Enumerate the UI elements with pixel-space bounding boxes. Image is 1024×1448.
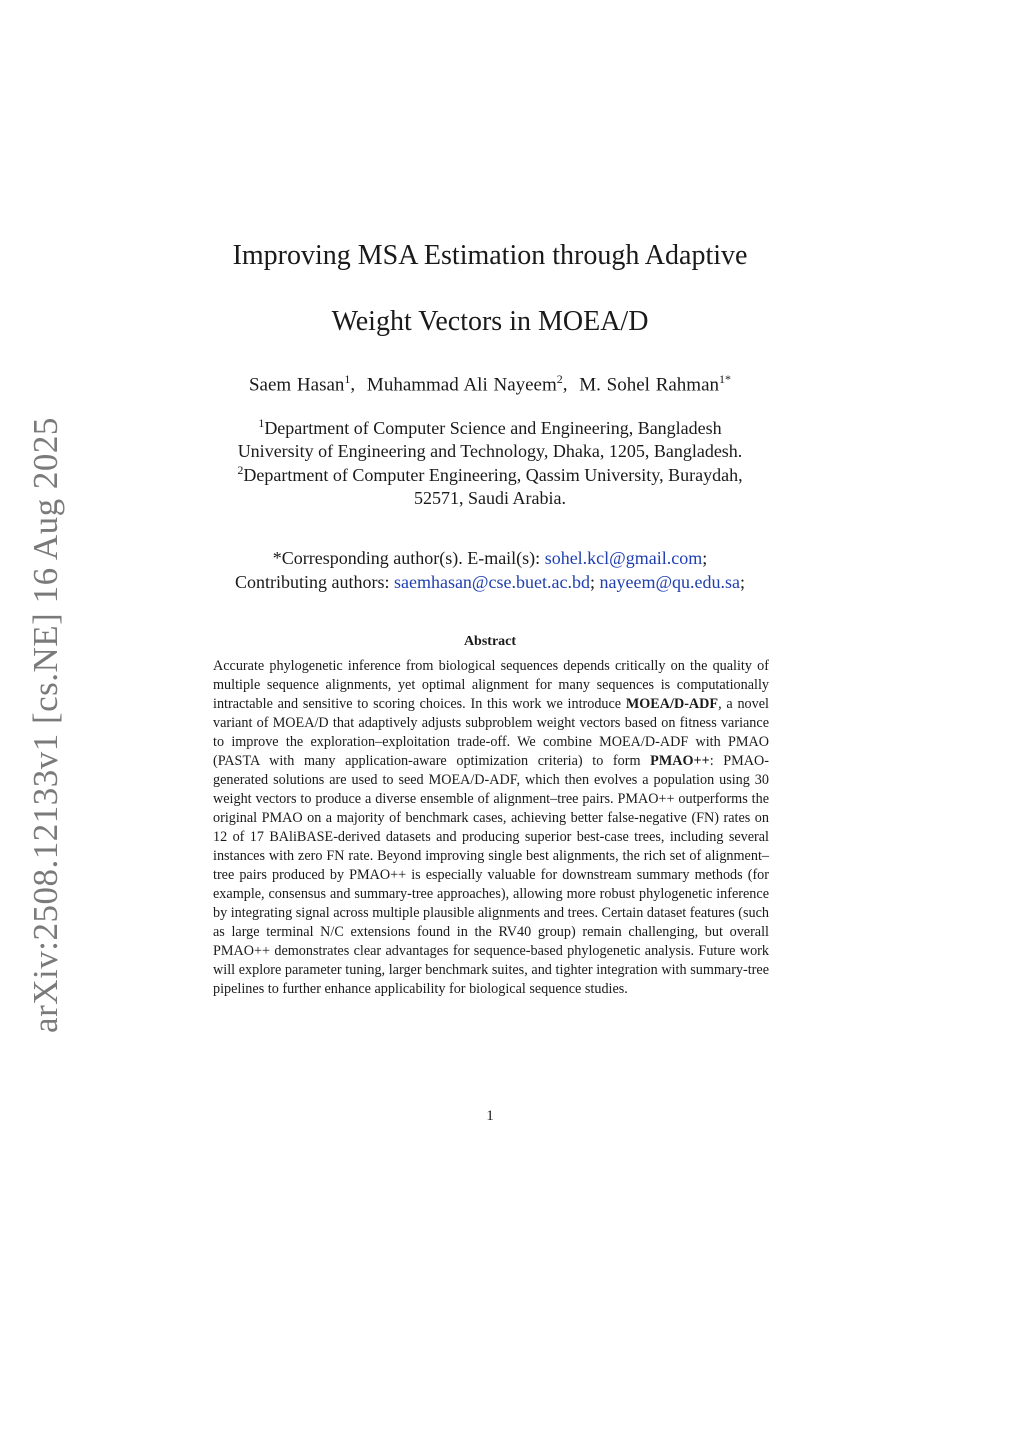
affiliation-text: 52571, Saudi Arabia. xyxy=(414,488,566,508)
abstract-text: Accurate phylogenetic inference from biological sequences depends critically on the quality of multiple sequence alignments, yet optimal alignment for many sequences is computationally intractable and sensitive to scoring choices. In this work we introduce xyxy=(213,658,769,712)
affiliation-mark: 2 xyxy=(237,463,244,477)
contributing-authors-line xyxy=(0,570,980,594)
page-number: 1 xyxy=(486,1108,494,1124)
contributing-email-link-2[interactable]: nayeem@qu.edu.sa xyxy=(599,572,741,592)
affiliation-text: University of Engineering and Technology, Dhaka, 1205, Bangladesh. xyxy=(237,441,743,461)
corresponding-email-link[interactable]: sohel.kcl@gmail.com xyxy=(544,548,703,568)
contributing-label: Contributing authors: xyxy=(234,572,394,592)
affiliation-2 xyxy=(0,459,980,510)
author-list: Saem Hasan$^1$, Muhammad Ali Nayeem$^2$, M. Sohel Rahman$^{1*}$ xyxy=(248,372,732,396)
author-affiliation-mark: 1* xyxy=(719,372,732,386)
abstract-heading: Abstract xyxy=(463,634,517,649)
author-name: M. Sohel Rahman xyxy=(579,374,720,396)
affiliation-mark: 1 xyxy=(258,416,265,430)
author-name: Muhammad Ali Nayeem xyxy=(366,374,557,396)
punctuation: ; xyxy=(702,548,708,568)
affiliation-text: Department of Computer Science and Engineering, Bangladesh xyxy=(264,418,722,438)
abstract-text: , a novel variant of MOEA/D that adaptively adjusts subproblem weight vectors based on fitness variance to improve the exploration–exploitation trade-off. We combine MOEA/D-ADF with PMAO (PASTA with many application-aware optimization criteria) to form xyxy=(213,696,769,769)
corresponding-label: *Corresponding author(s). E-mail(s): xyxy=(272,548,545,568)
punctuation: ; xyxy=(589,572,600,592)
author-affiliation-mark: 1 xyxy=(344,372,351,386)
contributing-email-link-1[interactable]: saemhasan@cse.buet.ac.bd xyxy=(393,572,590,592)
corresponding-author-line xyxy=(0,546,980,570)
punctuation: ; xyxy=(740,572,746,592)
method-name-bold: MOEA/D-ADF xyxy=(625,696,719,712)
author-name: Saem Hasan xyxy=(248,374,345,396)
arxiv-identifier-stamp: arXiv:2508.12133v1 [cs.NE] 16 Aug 2025 xyxy=(26,417,65,1033)
paper-title-line-1: Improving MSA Estimation through Adaptive xyxy=(232,240,748,271)
paper-title-line-2: Weight Vectors in MOEA/D xyxy=(331,306,649,337)
abstract-body xyxy=(213,657,769,999)
abstract-text: : PMAO-generated solutions are used to seed MOEA/D-ADF, which then evolves a population using 30 weight vectors to produce a diverse ensemble of alignment–tree pairs. PMAO++ outperforms the original PMAO on a majority of benchmark cases, achieving better false-negative (FN) rates on 12 of 17 BAliBASE-derived datasets and producing superior best-case trees, including several instances with zero FN rate. Beyond improving single best alignments, the rich set of alignment–tree pairs produced by PMAO++ is especially valuable for downstream summary methods (for example, consensus and summary-tree approaches), allowing more robust phylogenetic inference by integrating signal across multiple plausible alignments and trees. Certain dataset features (such as large terminal N/C extensions found in the RV40 group) remain challenging, but overall PMAO++ demonstrates clear advantages for sequence-based phylogenetic analysis. Future work will explore parameter tuning, larger benchmark suites, and tighter integration with summary-tree pipelines to further enhance applicability for biological sequence studies. xyxy=(213,753,769,997)
affiliation-text: Department of Computer Engineering, Qassim University, Buraydah, xyxy=(243,465,743,485)
method-name-bold: PMAO++ xyxy=(650,753,710,769)
affiliation-1 xyxy=(0,412,980,463)
author-affiliation-mark: 2 xyxy=(556,372,563,386)
